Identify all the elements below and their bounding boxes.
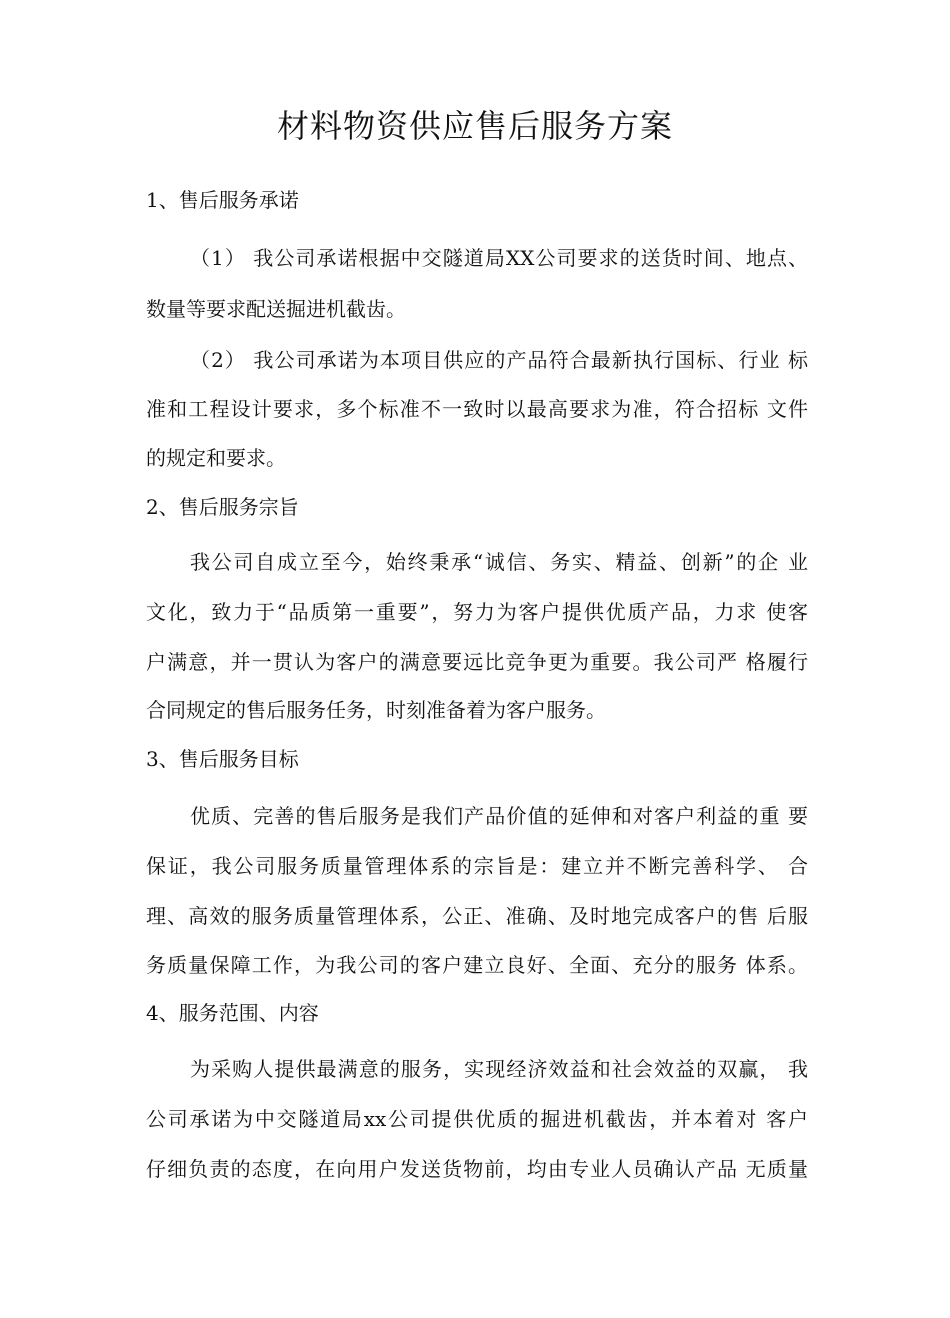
paragraph-line: 合同规定的售后服务任务，时刻准备着为客户服务。 xyxy=(146,698,606,722)
paragraph-line: 数量等要求配送掘进机截齿。 xyxy=(146,297,406,321)
paragraph-line: 公司承诺为中交隧道局xx公司提供优质的掘进机截齿，并本着对 客户 xyxy=(146,1107,808,1131)
paragraph-line: 户满意，并一贯认为客户的满意要远比竞争更为重要。我公司严 格履行 xyxy=(146,650,808,674)
paragraph-line: 务质量保障工作，为我公司的客户建立良好、全面、充分的服务 体系。 xyxy=(146,953,808,977)
paragraph-line: 仔细负责的态度，在向用户发送货物前，均由专业人员确认产品 无质量 xyxy=(146,1157,808,1181)
paragraph-line: 理、高效的服务质量管理体系，公正、准确、及时地完成客户的售 后服 xyxy=(146,904,808,928)
paragraph-line: 为采购人提供最满意的服务，实现经济效益和社会效益的双赢， 我 xyxy=(190,1057,808,1081)
paragraph-line: （1） 我公司承诺根据中交隧道局XX公司要求的送货时间、地点、 xyxy=(190,246,808,270)
section-heading-3: 3、售后服务目标 xyxy=(146,747,299,771)
section-heading-2: 2、售后服务宗旨 xyxy=(146,495,299,519)
section-heading-4: 4、服务范围、内容 xyxy=(146,1001,319,1025)
paragraph-line: （2） 我公司承诺为本项目供应的产品符合最新执行国标、行业 标 xyxy=(190,348,808,372)
paragraph-line: 保证，我公司服务质量管理体系的宗旨是：建立并不断完善科学、 合 xyxy=(146,854,808,878)
paragraph-line: 准和工程设计要求，多个标准不一致时以最高要求为准，符合招标 文件 xyxy=(146,397,808,421)
paragraph-line: 文化，致力于“品质第一重要”，努力为客户提供优质产品，力求 使客 xyxy=(146,600,808,624)
section-heading-1: 1、售后服务承诺 xyxy=(146,188,299,212)
document-title: 材料物资供应售后服务方案 xyxy=(276,107,673,145)
paragraph-line: 我公司自成立至今，始终秉承“诚信、务实、精益、创新”的企 业 xyxy=(190,550,808,574)
paragraph-line: 优质、完善的售后服务是我们产品价值的延伸和对客户利益的重 要 xyxy=(190,804,808,828)
paragraph-line: 的规定和要求。 xyxy=(146,446,286,470)
